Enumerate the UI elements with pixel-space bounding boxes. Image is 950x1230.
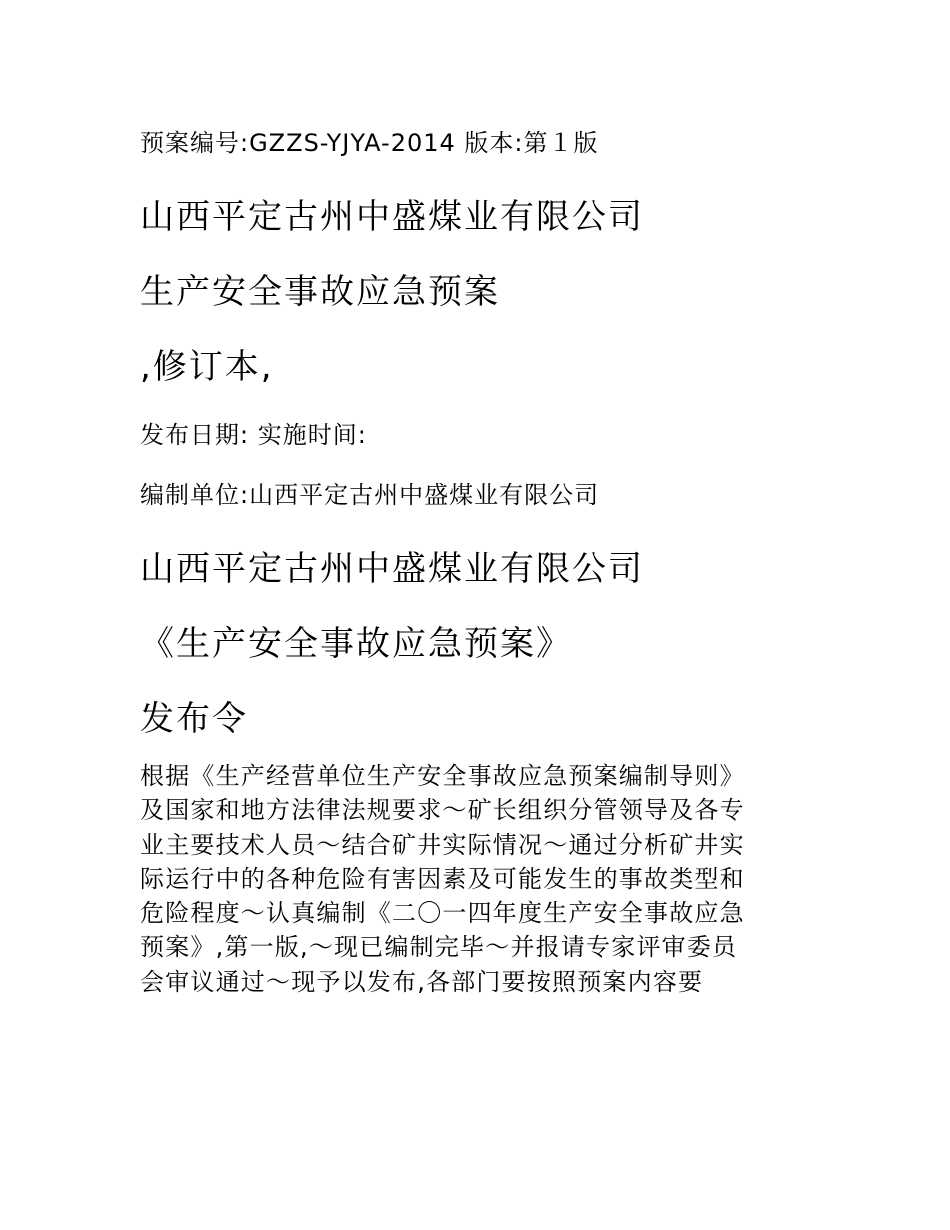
order-company-name: 山西平定古州中盛煤业有限公司 <box>140 549 644 589</box>
body-line: 预案》,第一版,～现已编制完毕～并报请专家评审委员 <box>140 933 738 962</box>
body-line: 危险程度～认真编制《二〇一四年度生产安全事故应急 <box>140 899 745 928</box>
release-order-heading: 发布令 <box>140 699 248 739</box>
body-line: 会审议通过～现予以发布,各部门要按照预案内容要 <box>140 967 704 996</box>
body-line: 及国家和地方法律法规要求～矿长组织分管领导及各专 <box>140 796 745 825</box>
body-line: 际运行中的各种危险有害因素及可能发生的事故类型和 <box>140 864 745 893</box>
compiling-unit: 编制单位:山西平定古州中盛煤业有限公司 <box>140 481 600 509</box>
revision-label: ,修订本, <box>140 347 274 387</box>
release-order-body <box>140 759 820 999</box>
body-line: 业主要技术人员～结合矿井实际情况～通过分析矿井实 <box>140 830 745 859</box>
company-name-title: 山西平定古州中盛煤业有限公司 <box>140 197 644 237</box>
publish-implement-dates: 发布日期: 实施时间: <box>140 421 367 449</box>
order-plan-title: 《生产安全事故应急预案》 <box>140 624 572 664</box>
body-line: 根据《生产经营单位生产安全事故应急预案编制导则》 <box>140 762 745 790</box>
plan-number-version: 预案编号:GZZS-YJYA-2014 版本:第１版 <box>140 129 599 157</box>
plan-title: 生产安全事故应急预案 <box>140 272 500 312</box>
